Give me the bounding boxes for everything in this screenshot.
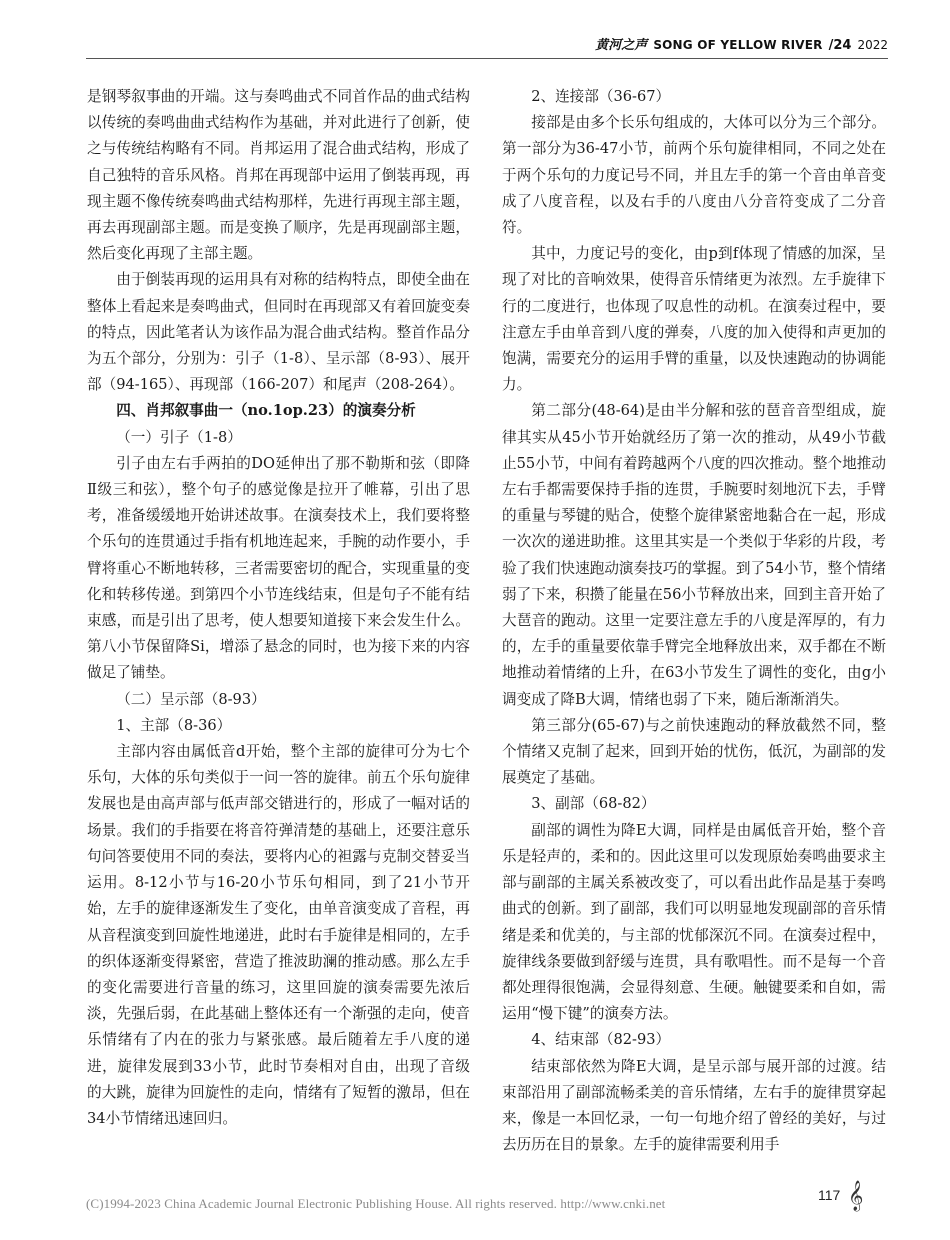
journal-title-cn: 黄河之声	[595, 38, 648, 53]
running-header	[86, 32, 888, 59]
body-paragraph: 第二部分(48-64)是由半分解和弦的琶音音型组成，旋律其实从45小节开始就经历了第一次的推动，从49小节截止55小节，中间有着跨越两个八度的四次推动。整个地推动左右手都需要保持手指的连贯，手腕要时刻地沉下去，手臂的重量与琴键的贴合，使整个旋律紧密地黏合在一起，形成一次次的递进助推。这里其实是一个类似于华彩的片段，考验了我们快速跑动演奏技巧的掌握。到了54小节，整个情绪弱了下来，积攒了能量在56小节释放出来，回到主音开始了大琶音的跑动。这里一定要注意左手的八度是浑厚的，有力的，左手的重量要依靠手臂完全地释放出来，双手都在不断地推动着情绪的上升，在63小节发生了调性的变化，由g小调变成了降B大调，情绪也弱了下来，随后渐渐消失。	[502, 402, 886, 708]
journal-info	[595, 34, 888, 53]
publication-year: 2022	[857, 38, 888, 52]
right-column	[502, 84, 886, 1158]
subsection-heading: （一）引子（1-8）	[116, 428, 242, 446]
journal-title-en: SONG OF YELLOW RIVER	[653, 38, 823, 52]
subsection-heading: 2、连接部（36-67）	[531, 88, 671, 105]
section-heading: 四、肖邦叙事曲一（no.1op.23）的演奏分析	[116, 402, 416, 420]
body-paragraph: 引子由左右手两拍的DO延伸出了那不勒斯和弦（即降Ⅱ级三和弦），整个句子的感觉像是拉开了帷幕，引出了思考，准备缓缓地开始讲述故事。在演奏技术上，我们要将整个乐句的连贯通过手指有机地连起来，手腕的动作要小，手臂将重心不断地转移，三者需要密切的配合，实现重量的变化和转移传递。到第四个小节连线结束，但是句子不能有结束感，而是引出了思考，使人想要知道接下来会发生什么。第八小节保留降Si，增添了悬念的同时，也为接下来的内容做足了铺垫。	[87, 454, 470, 682]
body-paragraph: 是钢琴叙事曲的开端。这与奏鸣曲式不同首作品的曲式结构以传统的奏鸣曲曲式结构作为基础，并对此进行了创新，使之与传统结构略有不同。肖邦运用了混合曲式结构，形成了自己独特的音乐风格。肖邦在再现部中运用了倒装再现，再现主题不像传统奏鸣曲式结构那样，先进行再现主部主题，再去再现副部主题。而是变换了顺序，先是再现副部主题，然后变化再现了主部主题。	[87, 88, 470, 263]
body-paragraph: 由于倒装再现的运用具有对称的结构特点，即使全曲在整体上看起来是奏鸣曲式，但同时在再现部又有着回旋变奏的特点，因此笔者认为该作品为混合曲式结构。整首作品分为五个部分，分别为：引子（1-8）、呈示部（8-93）、展开部（94-165）、再现部（166-207）和尾声（208-264）。	[87, 271, 470, 394]
body-paragraph: 第三部分(65-67)与之前快速跑动的释放截然不同，整个情绪又克制了起来，回到开始的忧伤，低沉，为副部的发展奠定了基础。	[502, 716, 886, 787]
subsection-heading: 4、结束部（82-93）	[531, 1031, 671, 1049]
issue-number: /24	[828, 38, 852, 53]
body-paragraph: 结束部依然为降E大调，是呈示部与展开部的过渡。结束部沿用了副部流畅柔美的音乐情绪，左右手的旋律贯穿起来，像是一本回忆录，一句一句地介绍了曾经的美好，与过去历历在目的景象。左手的旋律需要利用手	[502, 1057, 886, 1154]
left-column	[87, 84, 470, 1132]
body-paragraph: 副部的调性为降E大调，同样是由属低音开始，整个音乐是轻声的，柔和的。因此这里可以发现原始奏鸣曲要求主部与副部的主属关系被改变了，可以看出此作品是基于奏鸣曲式的创新。到了副部，我们可以明显地发现副部的音乐情绪是柔和优美的，与主部的忧郁深沉不同。在演奏过程中，旋律线条要做到舒缓与连贯，具有歌唱性。而不是每一个音都处理得很饱满，会显得刻意、生硬。触键要柔和自如，需运用“慢下键”的演奏方法。	[502, 821, 886, 1023]
body-paragraph: 主部内容由属低音d开始，整个主部的旋律可分为七个乐句，大体的乐句类似于一问一答的旋律。前五个乐句旋律发展也是由高声部与低声部交错进行的，形成了一幅对话的场景。我们的手指要在将音符弹清楚的基础上，还要注意乐句问答要使用不同的奏法，要将内心的袒露与克制交替妥当运用。8-12小节与16-20小节乐句相同，到了21小节开始，左手的旋律逐渐发生了变化，由单音演变成了音程，再从音程演变到回旋性地递进，此时右手旋律是相同的，左手的织体逐渐变得紧密，营造了推波助澜的推动感。那么左手的变化需要进行音量的练习，这里回旋的演奏需要先浓后淡，先强后弱，在此基础上整体还有一个渐强的走向，使音乐情绪有了内在的张力与紧张感。最后随着左手八度的递进，旋律发展到33小节，此时节奏相对自由，出现了音级的大跳，旋律为回旋性的走向，情绪有了短暂的激昂，但在34小节情绪迅速回归。	[87, 743, 470, 1127]
body-paragraph: 接部是由多个长乐句组成的，大体可以分为三个部分。第一部分为36-47小节，前两个乐句旋律相同，不同之处在于两个乐句的力度记号不同，并且左手的第一个音由单音变成了八度音程，以及右手的八度由八分音符变成了二分音符。	[502, 114, 886, 237]
page-number: 117	[818, 1187, 841, 1203]
subsection-heading: 3、副部（68-82）	[531, 795, 656, 813]
treble-clef-icon: 𝄞	[848, 1181, 864, 1211]
subsection-heading: 1、主部（8-36）	[116, 716, 232, 734]
subsection-heading: （二）呈示部（8-93）	[116, 690, 266, 708]
copyright-notice: (C)1994-2023 China Academic Journal Electronic Publishing House. All rights reserved. http://www.cnki.net	[86, 1196, 666, 1211]
body-paragraph: 其中，力度记号的变化，由p到f体现了情感的加深，呈现了对比的音响效果，使得音乐情绪更为浓烈。左手旋律下行的二度进行，也体现了叹息性的动机。在演奏过程中，要注意左手由单音到八度的弹奏，八度的加入使得和声更加的饱满，需要充分的运用手臂的重量，以及快速跑动的协调能力。	[502, 245, 886, 394]
